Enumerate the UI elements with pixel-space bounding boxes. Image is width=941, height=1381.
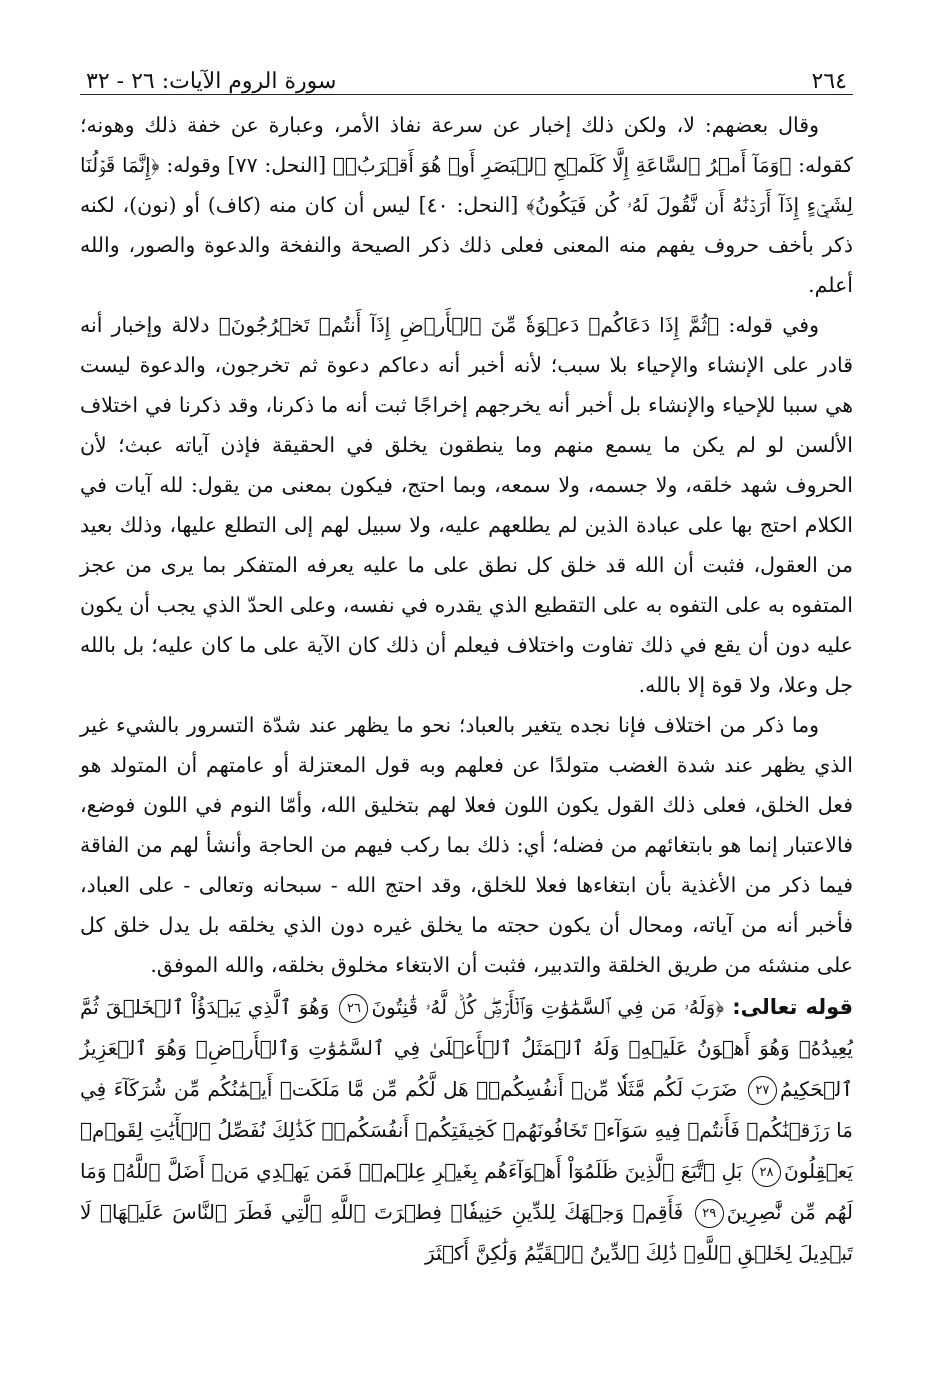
verse-text-29: بَلِ ٱتَّبَعَ ٱلَّذِينَ ظَلَمُوٓاْ أَهۡوَآءَهُم بِغَيۡرِ عِلۡمٖۖ فَمَن يَهۡدِي مَنۡ أَضَلَّ ٱللَّهُۖ وَمَا لَهُم مِّن نَّٰصِرِينَ (80, 1159, 853, 1224)
paragraph-1 (80, 105, 853, 305)
page-number: ٢٦٤ (811, 69, 847, 94)
verse-lead-label: قوله تعالى: (724, 995, 854, 1019)
section-title: سورة الروم الآيات: ٢٦ - ٣٢ (86, 69, 337, 94)
paragraph-1-text-b: [النحل: ٧٧] وقوله: (159, 153, 333, 177)
commentary-text (80, 105, 853, 985)
verse-text-28: ضَرَبَ لَكُم مَّثَلٗا مِّنۡ أَنفُسِكُمۡۖ هَل لَّكُم مِّن مَّا مَلَكَتۡ أَيۡمَٰنُكُم مِّن شُرَكَآءَ فِي مَا رَزَقۡنَٰكُمۡ فَأَنتُمۡ فِيهِ سَوَآءٞ تَخَافُونَهُمۡ كَخِيفَتِكُمۡ أَنفُسَكُمۡۚ كَذَٰلِكَ نُفَصِّلُ ٱلۡأٓيَٰتِ لِقَوۡمٖ يَعۡقِلُونَ (80, 1077, 853, 1183)
verse-block (80, 987, 853, 1274)
paragraph-1-text-a: وقال بعضهم: لا، ولكن ذلك إخبار عن سرعة نفاذ الأمر، وعبارة عن خفة ذلك وهونه؛ كقوله: (80, 113, 853, 177)
header-divider (80, 94, 853, 95)
ayah-number-marker: ٢٧ (748, 1076, 777, 1105)
paragraph-3-text: وما ذكر من اختلاف فإنا نجده يتغير بالعباد؛ نحو ما يظهر عند شدّة التسرور بالشيء غير الذي يظهر عند شدة الغضب متولدًا عن فعلهم وبه قول المعتزلة أو عامتهم أن المتولد هو فعل الخلق، فعلى ذلك القول يكون اللون فعلا لهم بتخليق الله، وأمّا النوم في اللون فوضع، فالاعتبار إنما هو بابتغائهم من فضله؛ أي: ذلك بما ركب فيهم من الحاجة وأنشأ لهم من الفاقة فيما ذكر من الأغذية بأن ابتغاءها فعلا للخلق، وقد احتج الله - سبحانه وتعالى - على العباد، فأخبر أنه من آياته، ومحال أن يكون حجته ما يخلق غيره دون الذي يخلقه بل يدل خلق كل على منشئه من طريق الخلقة والتدبير، فثبت أن الابتغاء مخلوق بخلقه، والله الموفق. (80, 713, 853, 977)
ayah-number-marker: ٢٩ (695, 1199, 724, 1228)
paragraph-2-text-a: وفي قوله: (719, 313, 819, 337)
verse-text-30: فَأَقِمۡ وَجۡهَكَ لِلدِّينِ حَنِيفٗاۚ فِطۡرَتَ ٱللَّهِ ٱلَّتِي فَطَرَ ٱلنَّاسَ عَلَيۡهَاۚ لَا تَبۡدِيلَ لِخَلۡقِ ٱللَّهِۚ ذَٰلِكَ ٱلدِّينُ ٱلۡقَيِّمُ وَلَٰكِنَّ أَكۡثَرَ (80, 1200, 853, 1265)
quran-quote-nahl-40: ﴿إِنَّمَا قَوۡلُنَا لِشَيۡءٍ إِذَآ أَرَدۡنَٰهُ أَن نَّقُولَ لَهُۥ كُن فَيَكُونُ﴾ (80, 153, 853, 217)
ayah-number-marker: ٢٨ (752, 1158, 781, 1187)
paragraph-1-text-c: [النحل: ٤٠] ليس أن كان منه (كاف) أو (نون)، لكنه ذكر بأخف حروف يفهم منه المعنى فعلى ذلك ذكر الصيحة والنفخة والدعوة والصور، والله أعلم. (80, 193, 853, 297)
paragraph-3 (80, 705, 853, 985)
verse-text-26: ﴿وَلَهُۥ مَن فِي ٱلسَّمَٰوَٰتِ وَٱلۡأَرۡضِۖ كُلّٞ لَّهُۥ قَٰنِتُونَ (371, 995, 725, 1019)
paragraph-2-text-b: دلالة وإخبار أنه قادر على الإنشاء والإحياء بلا سبب؛ لأنه أخبر أنه دعاكم دعوة ثم تخرجون، والدعوة ليست هي سببا للإحياء والإنشاء بل أخبر أنه يخرجهم إخراجًا ثبت أنه ما ذكرنا، وقد ذكرنا في اختلاف الألسن لو لم يكن ما يسمع منهم وما ينطقون يخلق في الحقيقة فإذن آياته عبث؛ لأن الحروف شهد خلقه، ولا جسمه، ولا سمعه، وبما احتج، فيكون بمعنى من يقول: لله آيات في الكلام احتج بها على عبادة الذين لم يطلعهم عليه، ولا سبيل لهم إلى التطلع عليها، وذلك بعيد من العقول، فثبت أن الله قد خلق كل نطق على ما عليه يعرفه المتفكر بما يرى من عجز المتفوه به على التفوه به على التقطيع الذي يقدره في نفسه، وعلى الحدّ الذي يجب أن يكون عليه دون أن يقع في ذلك تفاوت واختلاف فيعلم أن ذلك كان الآية على ما كان عليه؛ بل بالله جل وعلا، ولا قوة إلا بالله. (80, 313, 853, 697)
paragraph-2 (80, 305, 853, 705)
quran-quote-rum-25: ﴿ثُمَّ إِذَا دَعَاكُمۡ دَعۡوَةٗ مِّنَ ٱلۡأَرۡضِ إِذَآ أَنتُمۡ تَخۡرُجُونَ﴾ (218, 313, 720, 337)
ayah-number-marker: ٢٦ (339, 994, 368, 1023)
verse-text-27: وَهُوَ ٱلَّذِي يَبۡدَؤُاْ ٱلۡخَلۡقَ ثُمَّ يُعِيدُهُۥ وَهُوَ أَهۡوَنُ عَلَيۡهِۚ وَلَهُ ٱلۡمَثَلُ ٱلۡأَعۡلَىٰ فِي ٱلسَّمَٰوَٰتِ وَٱلۡأَرۡضِۚ وَهُوَ ٱلۡعَزِيزُ ٱلۡحَكِيمُ (80, 995, 853, 1101)
quran-quote-nahl-77: ﴿وَمَآ أَمۡرُ ٱلسَّاعَةِ إِلَّا كَلَمۡحِ ٱلۡبَصَرِ أَوۡ هُوَ أَقۡرَبُۚ﴾ (332, 153, 792, 177)
running-header (80, 54, 853, 94)
